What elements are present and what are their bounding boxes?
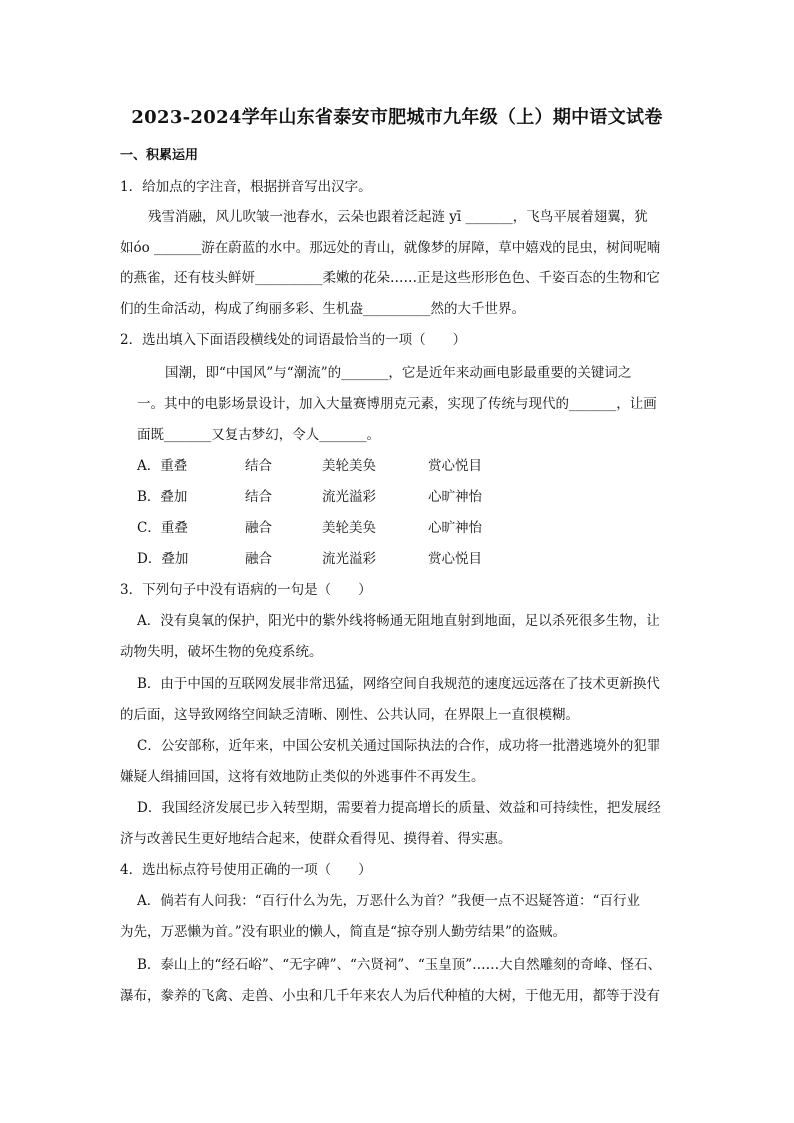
option-word: 赏心悦目 bbox=[428, 551, 482, 567]
option-word: 赏心悦目 bbox=[428, 458, 482, 474]
option-word: 融合 bbox=[245, 551, 272, 567]
option-word: 心旷神怡 bbox=[428, 489, 482, 505]
question-4-line: B．泰山上的“经石峪”、“无字碑”、“六贤祠”、“玉皇顶”……大自然雕刻的奇峰、怪石、 bbox=[137, 957, 662, 973]
question-2-stem: 2．选出填入下面语段横线处的词语最恰当的一项（ ） bbox=[120, 332, 467, 348]
question-2-passage-line: 国潮，即“中国风”与“潮流”的_______，它是近年来动画电影最重要的关键词之 bbox=[165, 365, 632, 381]
question-3-line: B．由于中国的互联网发展非常迅猛，网络空间自我规范的速度远远落在了技术更新换代 bbox=[137, 676, 660, 692]
question-3-line: C．公安部称，近年来，中国公安机关通过国际执法的合作，成功将一批潜逃境外的犯罪 bbox=[137, 738, 661, 754]
question-2-passage-line: 面既_______又复古梦幻，令人_______。 bbox=[137, 427, 380, 443]
option-word: 流光溢彩 bbox=[322, 551, 376, 567]
option-word: 结合 bbox=[245, 489, 272, 505]
option-label: A．重叠 bbox=[137, 458, 188, 474]
question-3-stem: 3．下列句子中没有语病的一句是（ ） bbox=[120, 582, 372, 598]
question-1-line: 的燕雀，还有枝头鲜妍__________柔嫩的花朵……正是这些形形色色、千姿百态的生物和它 bbox=[120, 270, 660, 286]
option-word: 心旷神怡 bbox=[428, 520, 482, 536]
option-word: 美轮美奂 bbox=[322, 520, 376, 536]
option-word: 结合 bbox=[245, 458, 272, 474]
question-3-line: 动物失明，破坏生物的免疫系统。 bbox=[120, 644, 323, 660]
option-word: 流光溢彩 bbox=[322, 489, 376, 505]
option-word: 融合 bbox=[245, 520, 272, 536]
question-3-line: 的后面，这导致网络空间缺乏清晰、刚性、公共认同，在界限上一直很模糊。 bbox=[120, 707, 579, 723]
question-1-line: 如óo _______游在蔚蓝的水中。那远处的青山，就像梦的屏障，草中嬉戏的昆虫，树间呢喃 bbox=[120, 240, 661, 256]
question-4-stem: 4．选出标点符号使用正确的一项（ ） bbox=[120, 862, 372, 878]
page-title: 2023-2024学年山东省泰安市肥城市九年级（上）期中语文试卷 bbox=[131, 107, 663, 128]
question-4-line: A．倘若有人问我：“百行什么为先，万恶什么为首？”我便一点不迟疑答道：“百行业 bbox=[137, 893, 640, 909]
question-1-stem: 1．给加点的字注音，根据拼音写出汉字。 bbox=[120, 179, 372, 195]
option-label: C．重叠 bbox=[137, 520, 188, 536]
section-heading: 一、积累运用 bbox=[120, 148, 199, 163]
question-4-line: 为先，万恶懒为首。”没有职业的懒人，简直是“掠夺别人勤劳结果”的盗贼。 bbox=[120, 924, 566, 940]
question-3-line: D．我国经济发展已步入转型期，需要着力提高增长的质量、效益和可持续性，把发展经 bbox=[137, 800, 661, 816]
question-1-line: 残雪消融，风儿吹皱一池春水，云朵也跟着泛起涟 yī _______，飞鸟平展着翅翼，犹 bbox=[148, 209, 648, 225]
option-label: D．叠加 bbox=[137, 551, 189, 567]
question-3-line: 嫌疑人缉捕回国，这将有效地防止类似的外逃事件不再发生。 bbox=[120, 769, 485, 785]
question-3-line: A．没有臭氧的保护，阳光中的紫外线将畅通无阻地直射到地面，足以杀死很多生物，让 bbox=[137, 613, 660, 629]
option-word: 美轮美奂 bbox=[322, 458, 376, 474]
option-label: B．叠加 bbox=[137, 489, 188, 505]
question-3-line: 济与改善民生更好地结合起来，使群众看得见、摸得着、得实惠。 bbox=[120, 831, 512, 847]
question-4-line: 瀑布，豢养的飞禽、走兽、小虫和几千年来农人为后代种植的大树，于他无用，都等于没有 bbox=[120, 988, 660, 1004]
question-2-passage-line: 一。其中的电影场景设计，加入大量赛博朋克元素，实现了传统与现代的_______，让画 bbox=[137, 396, 657, 412]
question-1-line: 们的生命活动，构成了绚丽多彩、生机盎__________然的大千世界。 bbox=[120, 301, 525, 317]
